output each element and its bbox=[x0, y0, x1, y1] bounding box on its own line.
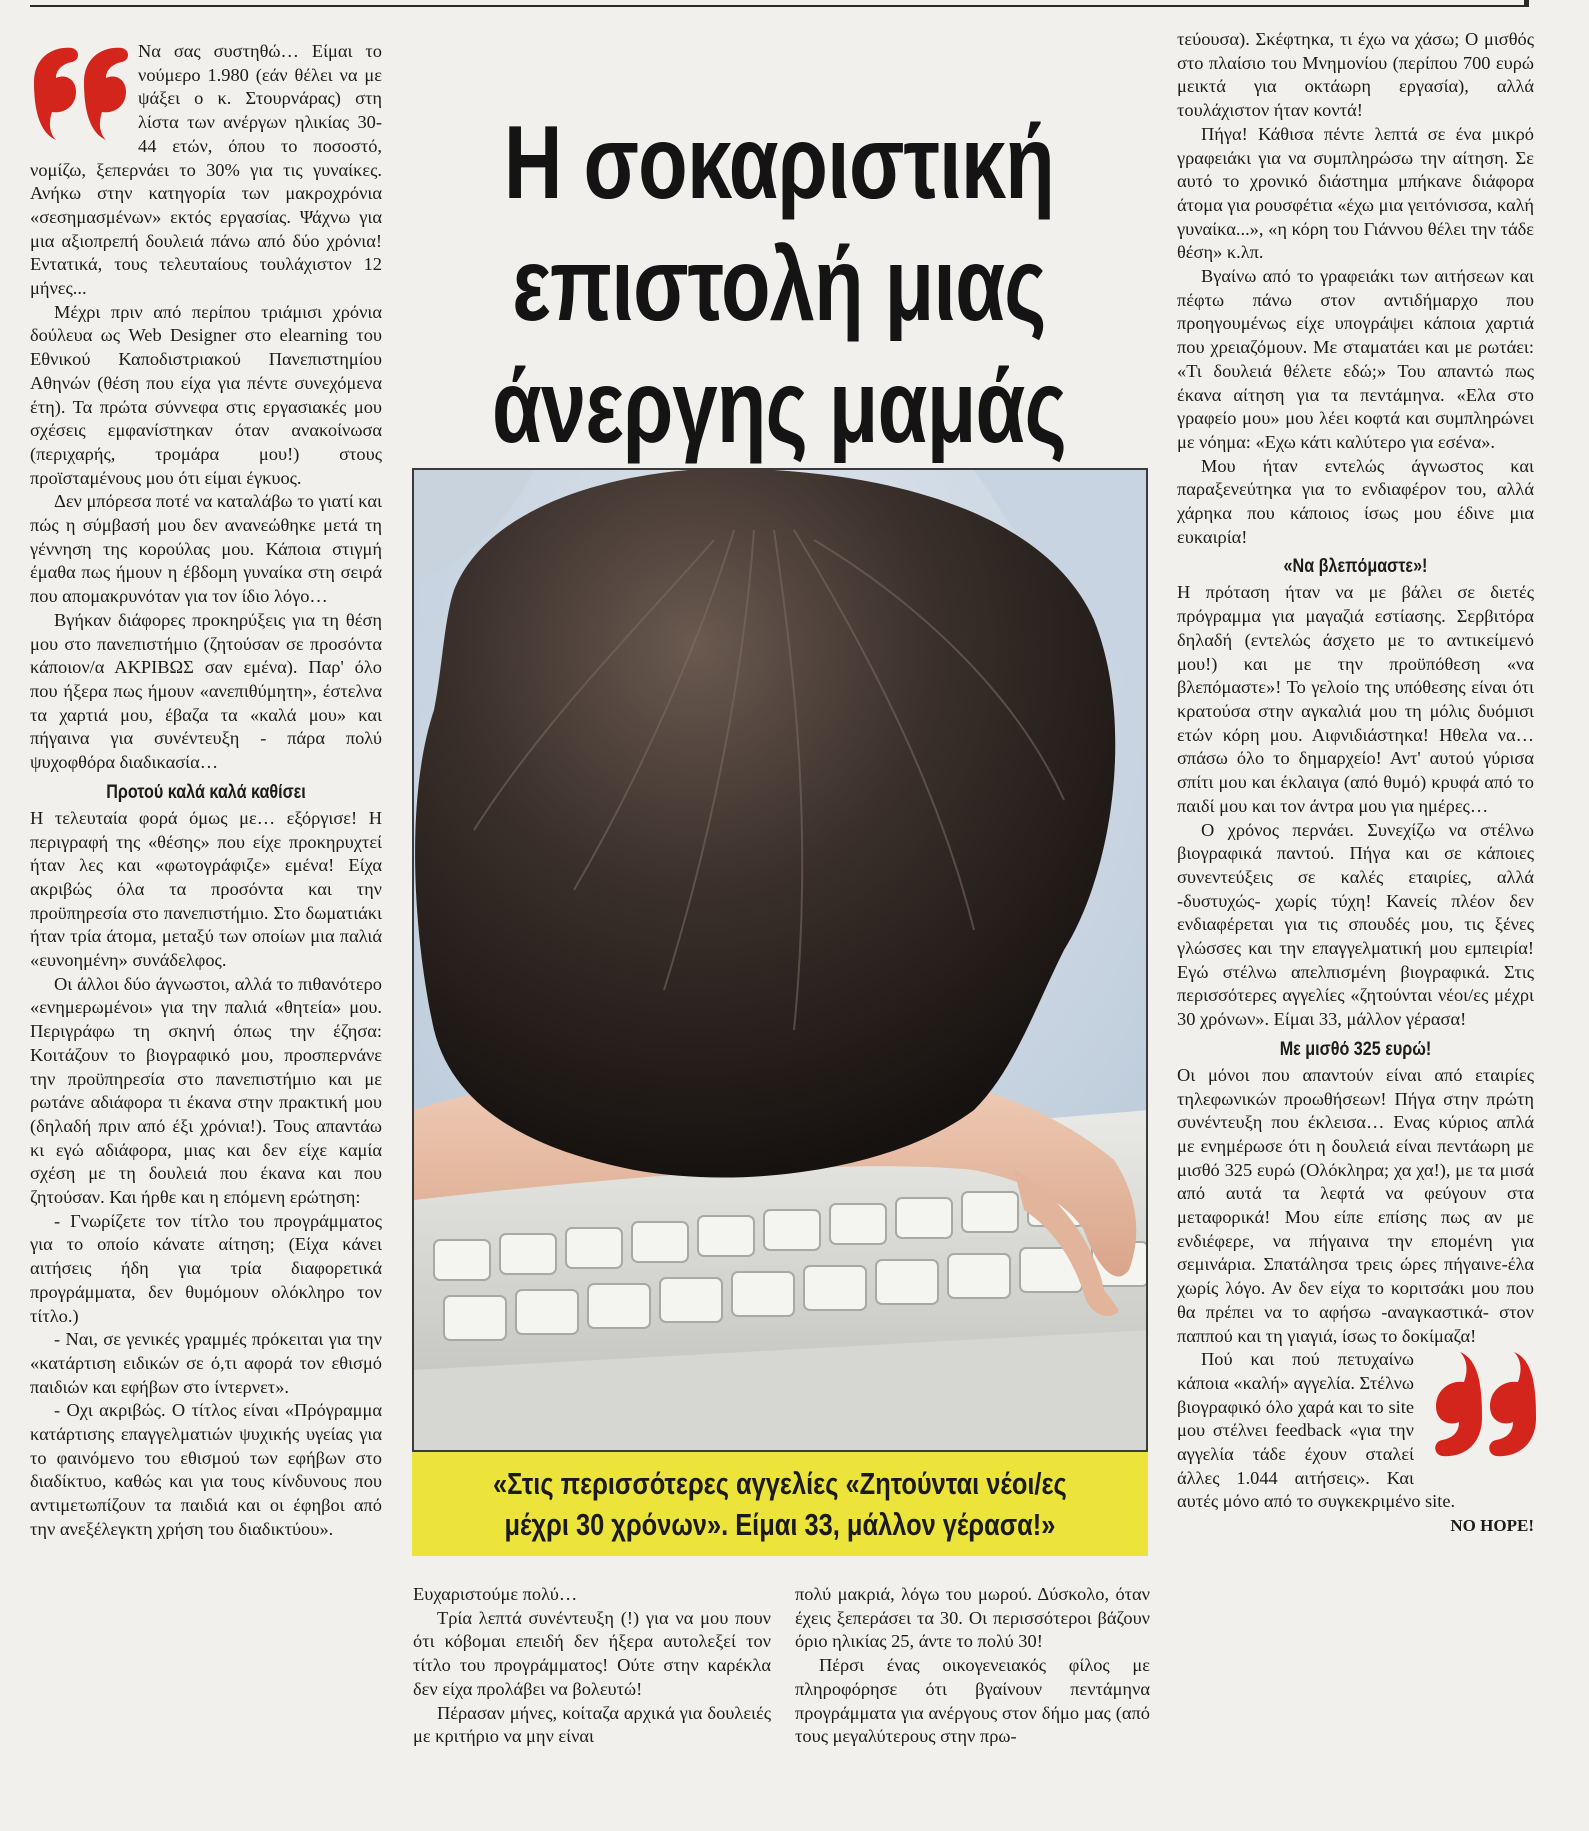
pull-quote-line-2: μέχρι 30 χρόνων». Είμαι 33, μάλλον γέρασα!» bbox=[504, 1507, 1056, 1542]
article-column-2a bbox=[413, 1583, 771, 1749]
article-column-2b bbox=[795, 1583, 1150, 1749]
paragraph: τεύουσα). Σκέφτηκα, τι έχω να χάσω; Ο μισθός στο πλαίσιο του Μνημονίου (περίπου 700 ευρώ μεικτά για οκτάωρη εργασία), αλλά τουλάχιστον ήταν κοντά! bbox=[1177, 29, 1534, 121]
paragraph: Δεν μπόρεσα ποτέ να καταλάβω το γιατί και πώς η σύμβασή μου δεν ανανεώθηκε μετά τη γέννηση της κορούλας μου. Κάποια στιγμή έμαθα πως ήμουν η έβδομη γυναίκα στη σειρά που απομακρυνόταν για τον ίδιο λόγο… bbox=[30, 491, 382, 607]
paragraph: Τρία λεπτά συνέντευξη (!) για να μου πουν ότι κόβομαι επειδή δεν ήξερα αυτολεξεί τον τίτλο του προγράμματος! Ούτε στην καρέκλα δεν είχα προλάβει να βολευτώ! bbox=[413, 1607, 771, 1699]
signoff: NO HOPE! bbox=[1450, 1516, 1534, 1536]
paragraph: Ευχαριστούμε πολύ… bbox=[413, 1584, 578, 1604]
headline-line-1: Η σοκαριστική bbox=[503, 104, 1055, 221]
paragraph: πολύ μακριά, λόγω του μωρού. Δύσκολο, όταν έχεις ξεπεράσει τα 30. Οι περισσότεροι βάζουν όριο ηλικίας 25, άντε το πολύ 30! bbox=[795, 1584, 1150, 1652]
headline-line-2: επιστολή μιας bbox=[512, 226, 1046, 343]
subheading: «Να βλεπόμαστε»! bbox=[1283, 556, 1428, 578]
paragraph: Να σας συστηθώ… Είμαι το νούμερο 1.980 (εάν θέλει να με ψάξει ο κ. Στουρνάρας) στη λίστα των ανέργων ηλικίας 30- 44 ετών, όπου το ποσοστό, νομίζω, ξεπερνάει το 30% για τις γυναίκες. Ανήκω στην κατηγορία των μακροχρόνια «σεσημασμένων» εκτός εργασίας. Ψάχνω για μια αξιοπρεπή δουλειά πάνω από δύο χρόνια! Εντατικά, τους τελευταίους τουλάχιστον 12 μήνες... bbox=[30, 41, 382, 299]
paragraph: Πού και πού πετυχαίνω κάποια «καλή» αγγελία. Στέλνω βιογραφικό όλο χαρά και το site μου στέλνει feedback «για την αγγελία τάδε έχουν σταλεί άλλες 1.044 αιτήσεις». Και αυτές μόνο από το συγκεκριμένο site. bbox=[1177, 1349, 1456, 1512]
paragraph: Μου ήταν εντελώς άγνωστος και παραξενεύτηκα για το ενδιαφέρον του, αλλά χάρηκα που κάποιος ίσως μου έδινε μια ευκαιρία! bbox=[1177, 455, 1534, 547]
closing-quote-icon bbox=[1420, 1352, 1540, 1472]
paragraph: Βγήκαν διάφορες προκηρύξεις για τη θέση μου στο πανεπιστήμιο (ζητούσαν σε προσόντα κάποιον/α ΑΚΡΙΒΩΣ σαν εμένα). Παρ' όλο που ήξερα πως ήμουν «ανεπιθύμητη», έστελνα τα χαρτιά μου, έβαζα τα «καλά μου» και πήγαινα για συνέντευξη - πάρα πολύ ψυχοφθόρα διαδικασία… bbox=[30, 609, 382, 773]
paragraph: Οι μόνοι που απαντούν είναι από εταιρίες τηλεφωνικών προωθήσεων! Πήγα στην πρώτη συνέντευξη που έκλεισα… Ενας κύριος απλά με ενημέρωσε ότι η δουλειά είναι πεντάωρη με μισθό 325 ευρώ (Ολόκληρα; χα χα!), με τα μισά από αυτά τα λεφτά να φεύγουν στα μεταφορικά! Μου είπε επίσης πως αν με ενδιέφερε, να πήγαινα την επομένη για σεμινάρια. Σπατάλησα τρεις ώρες πήγαινε-έλα χωρίς λόγο. Αν δεν είχα το κοριτσάκι μου που θα πρέπει να το αφήσω -αναγκαστικά- στον παππού και τη γιαγιά, ίσως το δοκίμαζα! bbox=[1177, 1064, 1534, 1346]
paragraph: Πέρασαν μήνες, κοίταζα αρχικά για δουλειές με κριτήριο να μην είναι bbox=[413, 1702, 771, 1747]
pull-quote bbox=[412, 1452, 1148, 1556]
top-rule bbox=[30, 0, 1529, 7]
paragraph: - Γνωρίζετε τον τίτλο του προγράμματος για το οποίο κάνατε αίτηση; (Είχα κάνει αιτήσεις ήδη για τρία διαφορετικά προγράμματα, δεν θυμόμουν ολόκληρο τον τίτλο.) bbox=[30, 1210, 382, 1326]
paragraph: - Ναι, σε γενικές γραμμές πρόκειται για την «κατάρτιση ειδικών σε ό,τι αφορά τον εθισμό παιδιών και εφήβων στο ίντερνετ». bbox=[30, 1329, 382, 1397]
headline-line-3: άνεργης μαμάς bbox=[491, 348, 1067, 465]
article-column-3 bbox=[1177, 28, 1534, 1538]
article-column-1 bbox=[30, 40, 382, 1542]
paragraph: Βγαίνω από το γραφειάκι των αιτήσεων και πέφτω πάνω στον αντιδήμαρχο που προηγουμένως είχε υπογράψει κάποια χαρτιά που χρειαζόμουν. Με σταματάει και με ρωτάει: «Τι δουλειά θέλετε εδώ;» Του απαντώ πως έκανα αίτηση για τα πεντάμηνα. «Ελα στο γραφείο μου» μου λέει κοφτά και συμπληρώνει με νόημα: «Εχω κάτι καλύτερο για εσένα». bbox=[1177, 266, 1534, 452]
opening-quote-icon bbox=[26, 40, 132, 142]
paragraph: Η τελευταία φορά όμως με… εξόργισε! Η περιγραφή της «θέσης» που είχε προκηρυχτεί ήταν λες και «φωτογράφιζε» εμένα! Είχα ακριβώς όλα τα προσόντα και την προϋπηρεσία στο πανεπιστήμιο. Στο δωματιάκι ήταν τρία άτομα, μεταξύ των οποίων μια παλιά «ευνοημένη» συνάδελφος. bbox=[30, 807, 382, 971]
paragraph: Μέχρι πριν από περίπου τριάμισι χρόνια δούλευα ως Web Designer στο elearning του Εθνικού Καποδιστριακού Πανεπιστημίου Αθηνών (θέση που είχα για πέντε συνεχόμενα έτη). Τα πρώτα σύννεφα στις εργασιακές μου σχέσεις εμφανίστηκαν όταν ανακοίνωσα (περιχαρής, τρομάρα μου!) στους προϊσταμένους μου ότι είμαι έγκυος. bbox=[30, 301, 382, 488]
paragraph: Πήγα! Κάθισα πέντε λεπτά σε ένα μικρό γραφειάκι για να συμπληρώσω την αίτηση. Σε αυτό το χρονικό διάστημα μπήκανε διάφορα άτομα για ρουσφέτια «έχω μια γειτόνισσα, καλή γυναίκα...», «η κόρη του Γιάννου θέλει την τάδε θέση» κ.λπ. bbox=[1177, 123, 1534, 263]
paragraph: Η πρόταση ήταν να με βάλει σε διετές πρόγραμμα για μαγαζιά εστίασης. Σερβιτόρα δηλαδή (εντελώς άσχετο με το αντικείμενό μου!) και με την προϋπόθεση «να βλεπόμαστε»! Το γελοίο της υπόθεσης είναι ότι κρατούσα στην αγκαλιά μου τη μόλις δυόμισι ετών κόρη μου. Αιφνιδιάστηκα! Ηθελα να… σπάσω όλο το δημαρχείο! Αντ' αυτού γύρισα σπίτι μου και έκλαιγα (από θυμό) κρυφά από το παιδί μου και τον άντρα μου για ημέρες… bbox=[1177, 582, 1534, 816]
paragraph: - Οχι ακριβώς. Ο τίτλος είναι «Πρόγραμμα κατάρτισης επαγγελματιών ψυχικής υγείας για το φαινόμενο του εθισμού των εφήβων στο διαδίκτυο, καθώς και για τους κίνδυνους που αντιμετωπίζουν τα παιδιά και οι έφηβοι από την ανεξέλεγκτη χρήση του διαδικτύου». bbox=[30, 1400, 382, 1539]
article-photo bbox=[412, 468, 1148, 1452]
paragraph: Οι άλλοι δύο άγνωστοι, αλλά το πιθανότερο «ενημερωμένοι» για την παλιά «θητεία» μου. Περιγράφω τη σκηνή όπως την έζησα: Κοιτάζουν το βιογραφικό μου, προσπερνάνε την προϋπηρεσία στο πανεπιστήμιο και με ρωτάνε αδιάφορα τι έκανα στην πρακτική μου (δηλαδή πριν από έξι χρόνια!). Τους απαντάω κι εγώ αδιάφορα, μιας και δεν είχε καμία σχέση με τη δουλειά που έκανα και που ζητούσαν. Και ήρθε και η επόμενη ερώτηση: bbox=[30, 973, 382, 1208]
subheading: Προτού καλά καλά καθίσει bbox=[106, 781, 306, 803]
paragraph: Πέρσι ένας οικογενειακός φίλος με πληροφόρησε ότι βγαίνουν πεντάμηνα προγράμματα για ανέργους στον δήμο μας (από τους μεγαλύτερους στην πρω- bbox=[795, 1655, 1150, 1747]
woman-on-keyboard-photo bbox=[414, 470, 1148, 1452]
headline bbox=[487, 102, 1070, 468]
pull-quote-line-1: «Στις περισσότερες αγγελίες «Ζητούνται νέοι/ες bbox=[493, 1466, 1067, 1501]
paragraph: Ο χρόνος περνάει. Συνεχίζω να στέλνω βιογραφικά παντού. Πήγα και σε κάποιες συνεντεύξεις σε καλές εταιρίες, αλλά -δυστυχώς- χωρίς τύχη! Κανείς πλέον δεν ενδιαφέρεται για τις σπουδές μου, τις ξένες γλώσσες και την επαγγελματική μου εμπειρία! Εγώ στέλνω απελπισμένη βιογραφικά. Στις περισσότερες αγγελίες «ζητούνται νέοι/ες μέχρι 30 χρόνων». Είμαι 33, μάλλον γέρασα! bbox=[1177, 819, 1534, 1030]
subheading: Με μισθό 325 ευρώ! bbox=[1279, 1038, 1432, 1060]
